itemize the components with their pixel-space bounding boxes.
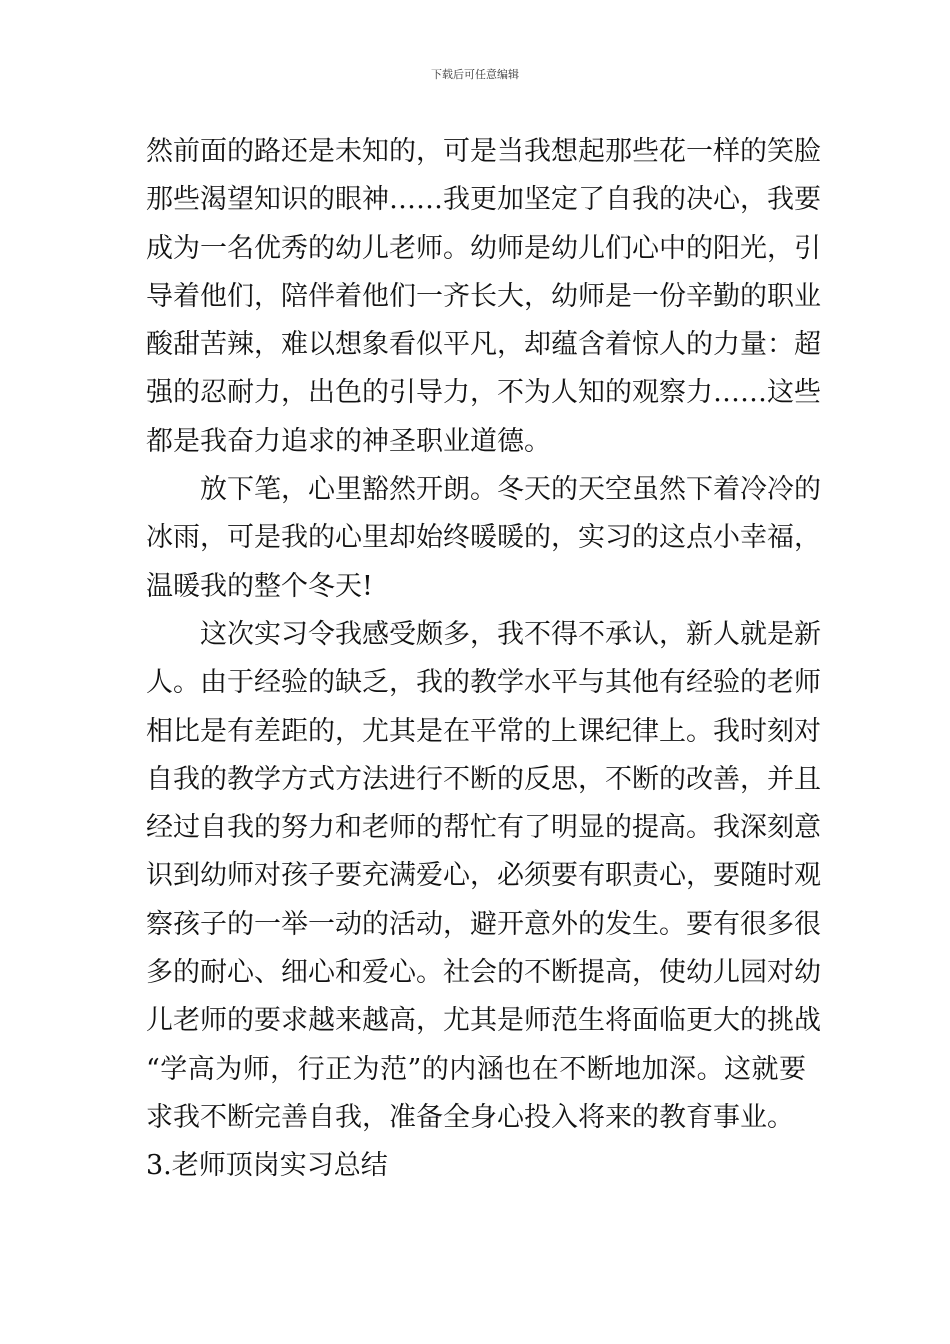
text-line: 人。由于经验的缺乏，我的教学水平与其他有经验的老师 [146, 667, 821, 699]
text-line: 那些渴望知识的眼神……我更加坚定了自我的决心，我要 [146, 184, 821, 216]
text-line: 强的忍耐力，出色的引导力，不为人知的观察力……这些 [146, 377, 821, 409]
section-heading: 3.老师顶岗实习总结 [146, 1150, 388, 1182]
text-line: 求我不断完善自我，准备全身心投入将来的教育事业。 [146, 1101, 794, 1133]
text-line: 冰雨，可是我的心里却始终暖暖的，实习的这点小幸福， [146, 522, 821, 554]
text-line: 多的耐心、细心和爱心。社会的不断提高，使幼儿园对幼 [146, 957, 821, 989]
text-line: 察孩子的一举一动的活动，避开意外的发生。要有很多很 [146, 908, 821, 940]
text-line: 导着他们，陪伴着他们一齐长大，幼师是一份辛勤的职业 [146, 280, 821, 312]
text-line: 相比是有差距的，尤其是在平常的上课纪律上。我时刻对 [146, 715, 821, 747]
text-line: 经过自我的努力和老师的帮忙有了明显的提高。我深刻意 [146, 812, 821, 844]
text-line: 自我的教学方式方法进行不断的反思，不断的改善，并且 [146, 763, 821, 795]
text-line: 温暖我的整个冬天! [146, 570, 373, 602]
text-line: 成为一名优秀的幼儿老师。幼师是幼儿们心中的阳光，引 [146, 232, 821, 264]
text-line: 都是我奋力追求的神圣职业道德。 [146, 425, 551, 457]
text-line: “学高为师，行正为范”的内涵也在不断地加深。这就要 [146, 1053, 806, 1085]
page-header-note: 下载后可任意编辑 [431, 68, 519, 81]
paragraph-first-line: 这次实习令我感受颇多，我不得不承认，新人就是新 [200, 618, 821, 650]
text-line: 识到幼师对孩子要充满爱心，必须要有职责心，要随时观 [146, 860, 821, 892]
paragraph-first-line: 放下笔，心里豁然开朗。冬天的天空虽然下着冷冷的 [200, 474, 821, 506]
text-line: 酸甜苦辣，难以想象看似平凡，却蕴含着惊人的力量：超 [146, 329, 821, 361]
text-line: 儿老师的要求越来越高，尤其是师范生将面临更大的挑战 [146, 1005, 821, 1037]
document-body [146, 128, 821, 1191]
text-line: 然前面的路还是未知的，可是当我想起那些花一样的笑脸 [146, 136, 821, 167]
